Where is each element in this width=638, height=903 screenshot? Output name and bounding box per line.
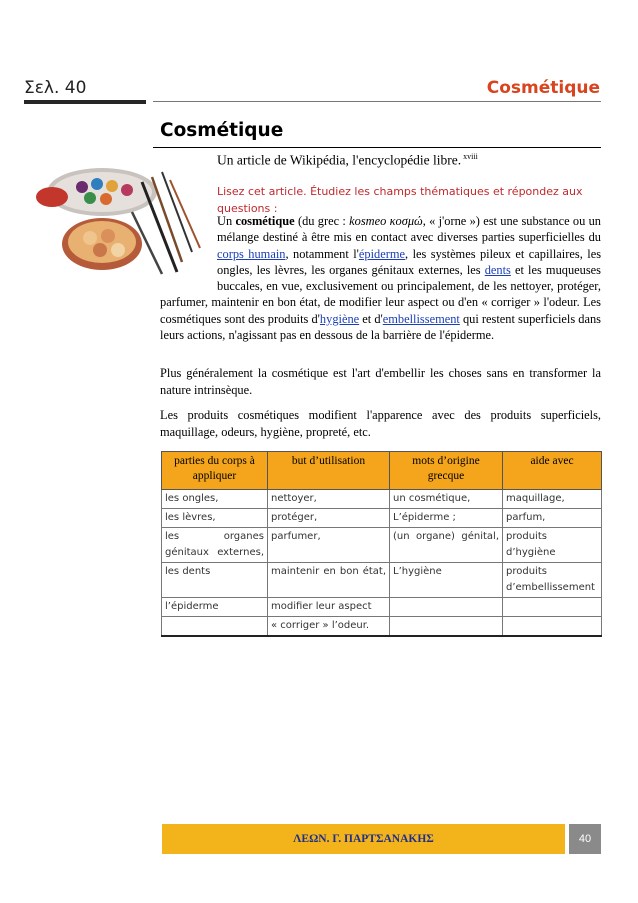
table-cell: les ongles, (162, 490, 268, 509)
photo-wrap-spacer (160, 213, 217, 294)
table-row (162, 509, 602, 528)
table-cell: L’épiderme ; (390, 509, 503, 528)
table-cell: nettoyer, (268, 490, 390, 509)
table-cell (162, 617, 268, 637)
intro-text-2: (du grec : (294, 214, 350, 228)
intro-text-4: , notamment l' (285, 246, 359, 261)
intro-text-3: , « j'orne ») est une substance ou un mélange destiné à être mis en contact avec diverses parties superficielles du (217, 214, 601, 245)
title-divider (153, 147, 601, 148)
table-cell: l’épiderme (162, 598, 268, 617)
intro-greek: kosmeo κοσμώ (349, 214, 423, 228)
link-corps-humain[interactable]: corps humain (217, 246, 286, 261)
header-rule-right (153, 101, 601, 102)
intro-text-5: , les systèmes pileux et capillaires, les ongles, les lèvres, les organes génitaux externes, les (217, 246, 602, 277)
table-cell: parfum, (503, 509, 602, 528)
paragraph-2: Plus généralement la cosmétique est l'art d'embellir les choses sans en transformer la nature intrinsèque. (160, 366, 601, 397)
intro-text-7: et d' (359, 311, 383, 326)
intro-text-6: et les muqueuses buccales, en vue, exclusivement ou principalement, de les nettoyer, protéger, parfumer, maintenir en bon état, de modifier leur aspect ou d'en « corriger » l'odeur. Les cosmétiques sont des produits d' (160, 262, 601, 326)
table-cell: (un organe) génital, (390, 528, 503, 563)
link-dents[interactable]: dents (484, 262, 511, 277)
article-intro (160, 213, 601, 343)
table-cell: protéger, (268, 509, 390, 528)
table-cell: produits d’hygiène (503, 528, 602, 563)
link-embellissement[interactable]: embellissement (382, 311, 460, 326)
paragraph-3: Les produits cosmétiques modifient l'apparence avec des produits superficiels, maquillage, odeurs, hygiène, propreté, etc. (160, 408, 601, 439)
intro-text-1: Un (217, 214, 236, 228)
article-subtitle (217, 152, 478, 169)
table-cell (390, 598, 503, 617)
header-page-label: Σελ. 40 (24, 78, 87, 98)
table-cell (503, 617, 602, 637)
footer-page-number: 40 (569, 824, 601, 854)
header-rule-left (24, 100, 146, 104)
table-row (162, 528, 602, 563)
table-row (162, 598, 602, 617)
table-header-cell: mots d’origine grecque (390, 452, 503, 490)
table-cell: les lèvres, (162, 509, 268, 528)
footer-author: ΛΕΩΝ. Γ. ΠΑΡΤΣΑΝΑΚΗΣ (162, 824, 565, 854)
subtitle-text: Un article de Wikipédia, l'encyclopédie libre. (217, 152, 462, 168)
table-cell: L’hygiène (390, 563, 503, 598)
table-header-cell: but d’utilisation (268, 452, 390, 490)
table-cell: « corriger » l’odeur. (268, 617, 390, 637)
table-cell (390, 617, 503, 637)
link-hygiene[interactable]: hygiène (319, 311, 360, 326)
table-cell: maquillage, (503, 490, 602, 509)
table-cell: maintenir en bon état, (268, 563, 390, 598)
table-header-cell: parties du corps à appliquer (162, 452, 268, 490)
table-row (162, 617, 602, 637)
table-row (162, 490, 602, 509)
table-cell (503, 598, 602, 617)
header-section-title: Cosmétique (486, 78, 600, 98)
table-cell: les dents (162, 563, 268, 598)
intro-bold-word: cosmétique (235, 214, 295, 228)
table-header-cell: aide avec (503, 452, 602, 490)
table-cell: produits d’embellissement (503, 563, 602, 598)
instruction-text: Lisez cet article. Étudiez les champs thématiques et répondez aux questions : (217, 185, 583, 215)
article-title: Cosmétique (160, 120, 284, 141)
table-header-row (162, 452, 602, 490)
table-cell: parfumer, (268, 528, 390, 563)
intro-text-8: qui restent superficiels dans leurs actions, n'agissant pas en dessous de la barrière de l'épiderme. (160, 311, 601, 343)
table-row (162, 563, 602, 598)
table-cell: les organes génitaux externes, (162, 528, 268, 563)
thematic-table (161, 451, 602, 637)
table-cell: un cosmétique, (390, 490, 503, 509)
table-cell: modifier leur aspect (268, 598, 390, 617)
link-epiderme[interactable]: épiderme (358, 246, 406, 261)
subtitle-note: xviii (463, 152, 478, 161)
